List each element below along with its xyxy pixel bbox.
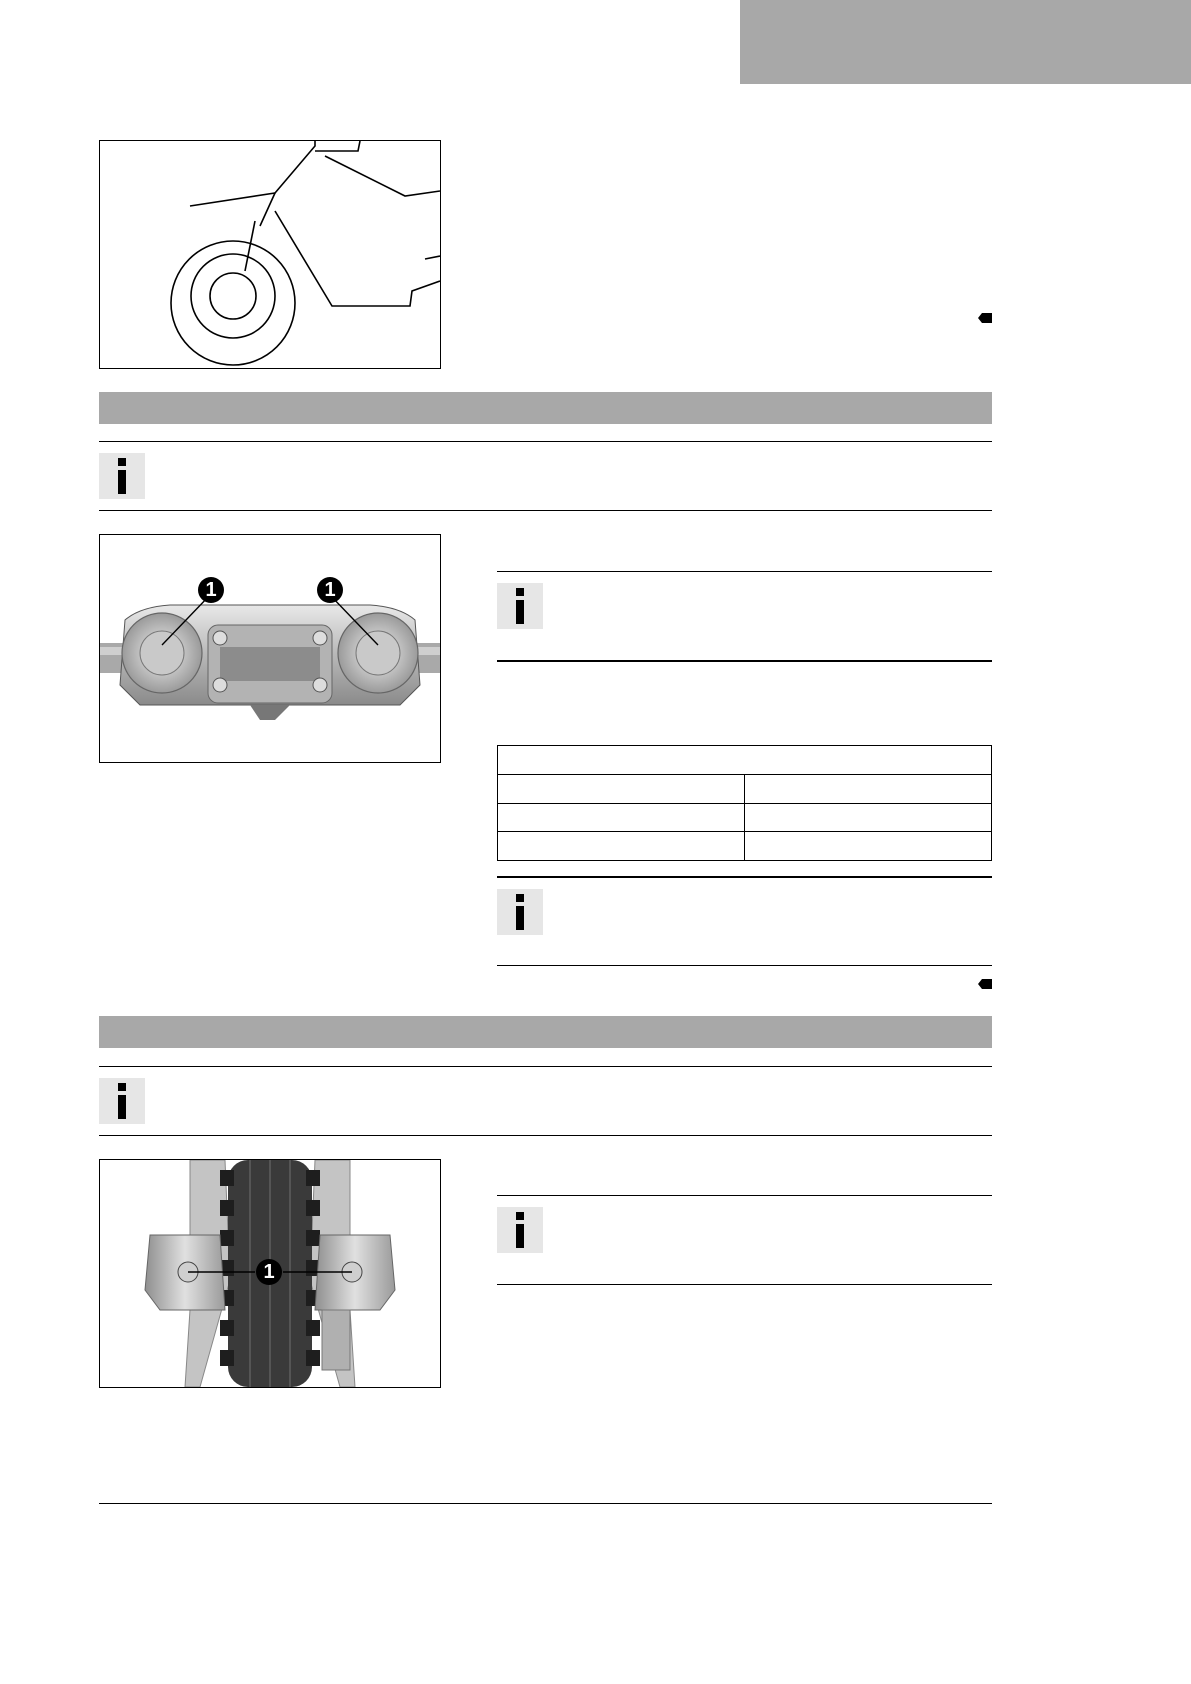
info-glyph-icon: [510, 1212, 530, 1248]
motorcycle-outline-drawing: [100, 141, 440, 368]
callout-1: 1: [256, 1259, 282, 1285]
table-cell: [498, 832, 745, 861]
spec-table: [497, 745, 992, 861]
triple-clamp-drawing: [100, 535, 440, 762]
info-icon: [497, 583, 543, 629]
info-glyph-icon: [112, 1083, 132, 1119]
info-icon: [497, 889, 543, 935]
section-header-bar-2: [99, 1016, 992, 1048]
table-cell: [745, 774, 992, 803]
info-icon: [99, 453, 145, 499]
table-cell: [498, 774, 745, 803]
table-row: [498, 803, 992, 832]
callout-1-left: 1: [198, 577, 224, 603]
info-rule-top: [99, 1066, 992, 1067]
section-end-mark: [978, 977, 992, 991]
info-rule-bottom: [497, 1284, 992, 1285]
info-glyph-icon: [510, 894, 530, 930]
section-header-bar-1: [99, 392, 992, 424]
table-cell: [498, 803, 745, 832]
info-icon: [497, 1207, 543, 1253]
section-end-mark: [978, 311, 992, 325]
table-row: [498, 774, 992, 803]
info-rule-top: [99, 441, 992, 442]
page-bottom-rule: [99, 1503, 992, 1504]
info-glyph-icon: [112, 458, 132, 494]
figure-bottom-fork-legs: [99, 1159, 441, 1388]
table-header-cell: [498, 746, 992, 775]
figure-top-triple-clamp: [99, 534, 441, 763]
table-cell: [745, 832, 992, 861]
figure-motorcycle-silhouette: [99, 140, 441, 369]
table-cell: [745, 803, 992, 832]
table-row: [498, 832, 992, 861]
info-rule-top: [497, 1195, 992, 1196]
info-icon: [99, 1078, 145, 1124]
table-row: [498, 746, 992, 775]
info-glyph-icon: [510, 588, 530, 624]
info-rule-top: [497, 876, 992, 878]
chapter-tab: [740, 0, 1191, 84]
info-rule-top: [497, 571, 992, 572]
info-rule-bottom: [99, 1135, 992, 1136]
info-rule-bottom: [99, 510, 992, 511]
info-rule-bottom: [497, 965, 992, 966]
info-rule-bottom: [497, 660, 992, 662]
callout-1-right: 1: [317, 577, 343, 603]
